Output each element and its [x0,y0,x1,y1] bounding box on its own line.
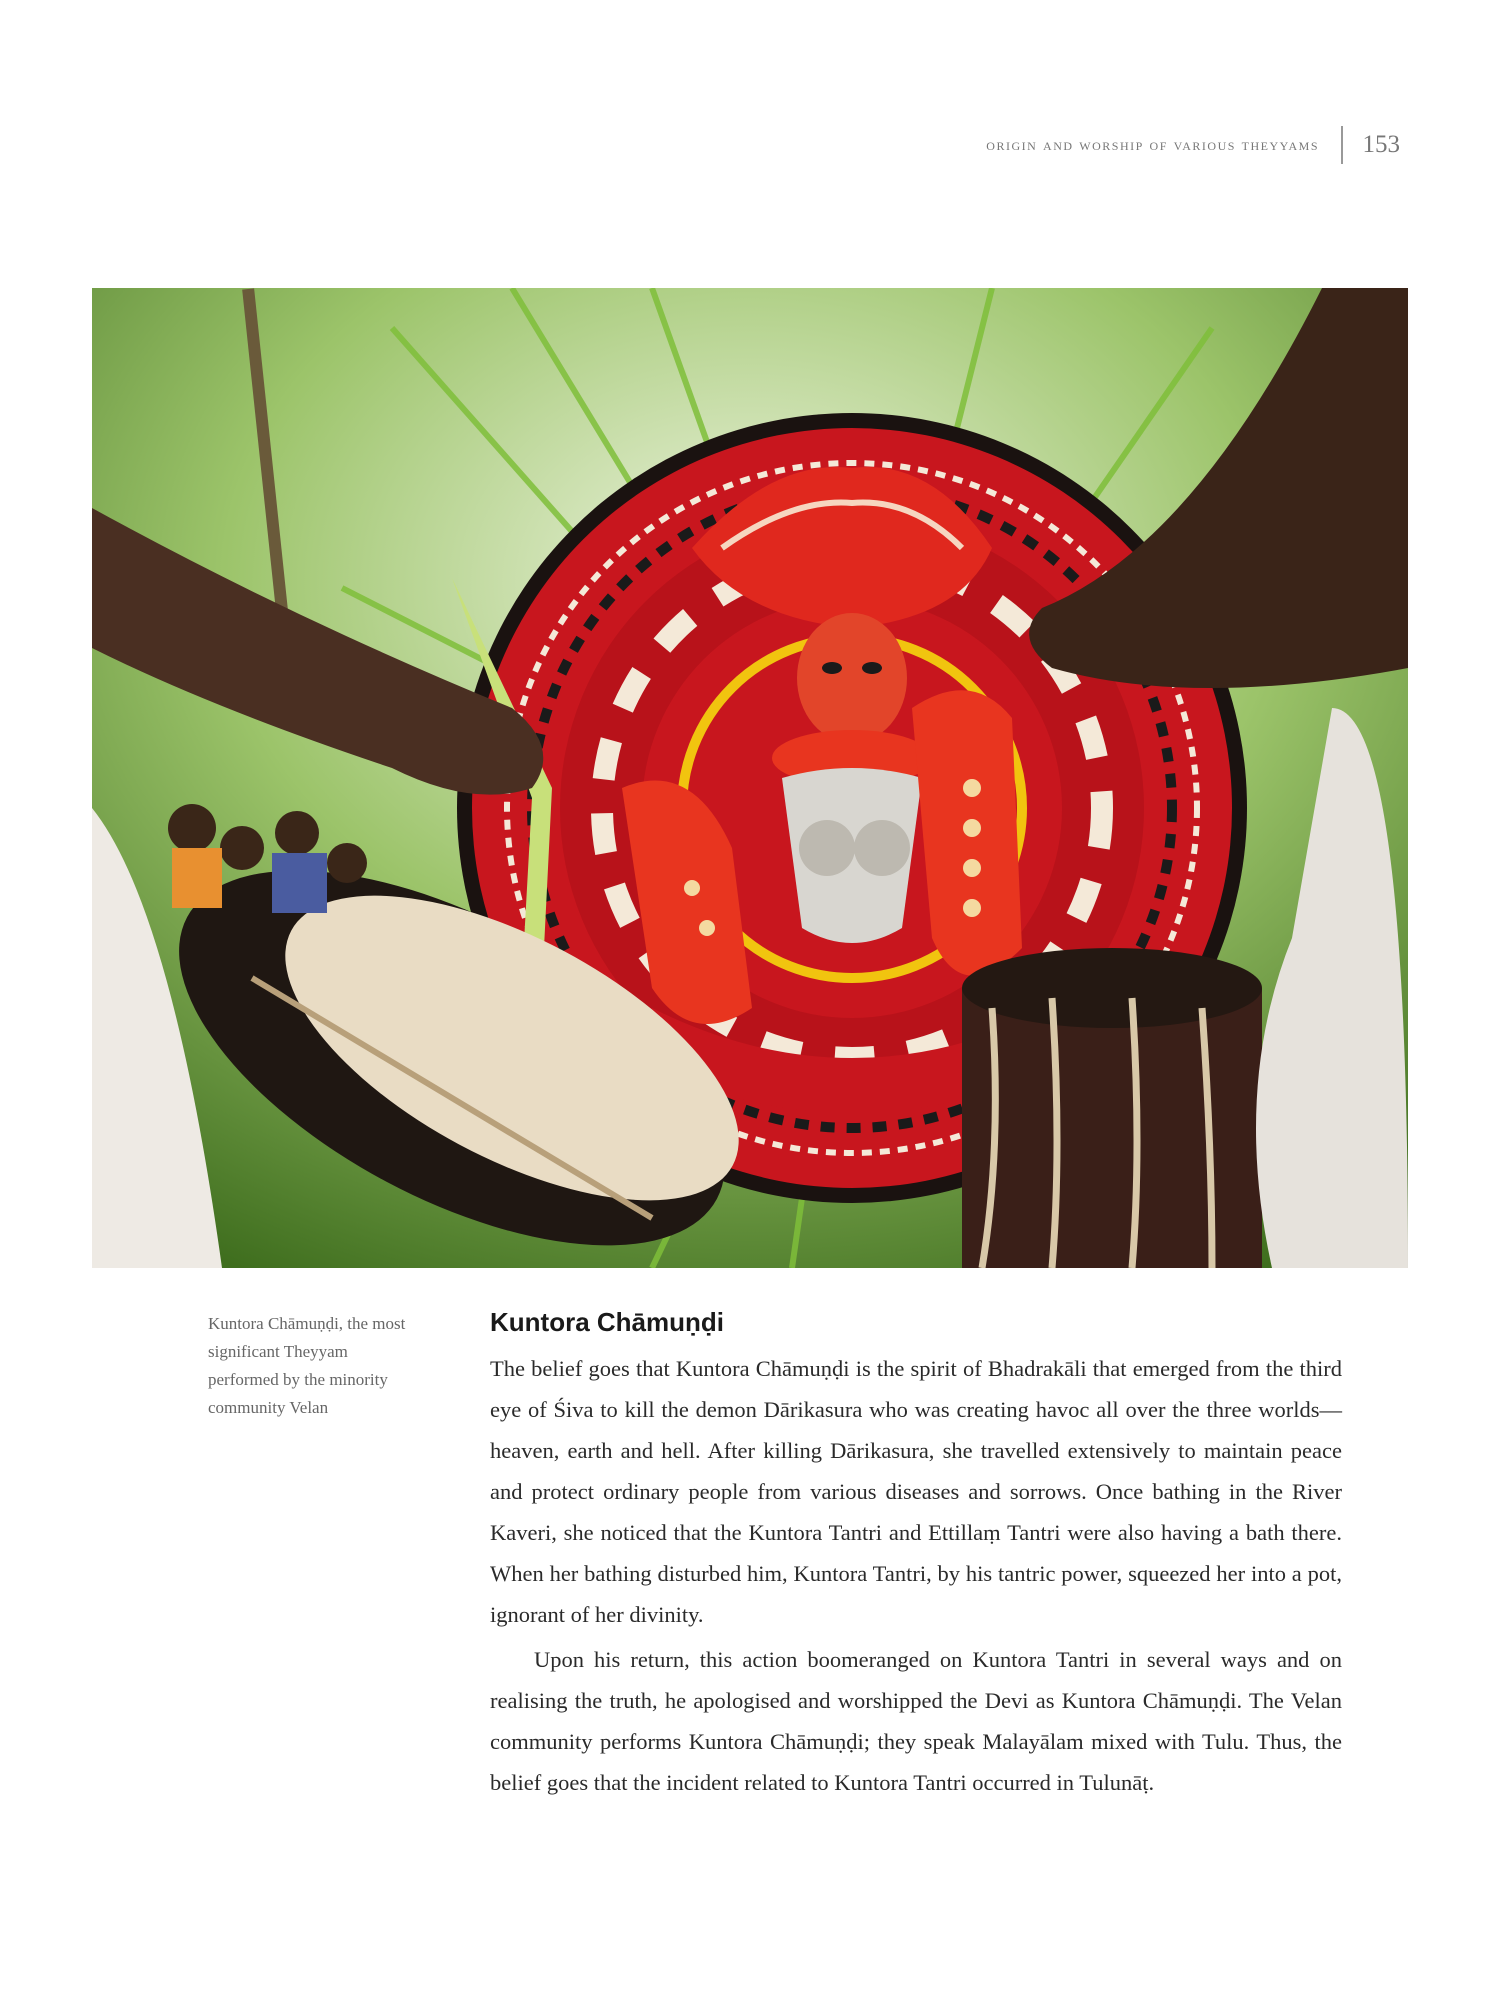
theyyam-illustration [92,288,1408,1268]
paragraph: The belief goes that Kuntora Chāmuṇḍi is the spirit of Bhadrakāli that emerged from the third eye of Śiva to kill the demon Dārikasura who was creating havoc all over the three worlds—heaven, earth and hell. After killing Dārikasura, she travelled extensively to maintain peace and protect ordinary people from various diseases and sorrows. Once bathing in the River Kaveri, she noticed that the Kuntora Tantri and Ettillaṃ Tantri were also having a bath there. When her bathing disturbed him, Kuntora Tantri, by his tantric power, squeezed her into a pot, ignorant of her divinity. [490,1356,1342,1627]
figure-caption: Kuntora Chāmuṇḍi, the most significant Theyyam performed by the minority community Velan [208,1314,406,1417]
header-divider [1341,126,1343,164]
page-number: 153 [1362,131,1400,158]
running-title: origin and worship of various theyyams [986,135,1319,154]
theyyam-photo [92,288,1408,1268]
paragraph: Upon his return, this action boomeranged on Kuntora Tantri in several ways and on realising the truth, he apologised and worshipped the Devi as Kuntora Chāmuṇḍi. The Velan community performs Kuntora Chāmuṇḍi; they speak Malayālam mixed with Tulu. Thus, the belief goes that the incident related to Kuntora Tantri occurred in Tulunāṭ. [490,1647,1342,1795]
body-text [490,1348,1342,1803]
running-head [600,125,1400,165]
section-heading: Kuntora Chāmuṇḍi [490,1307,724,1337]
